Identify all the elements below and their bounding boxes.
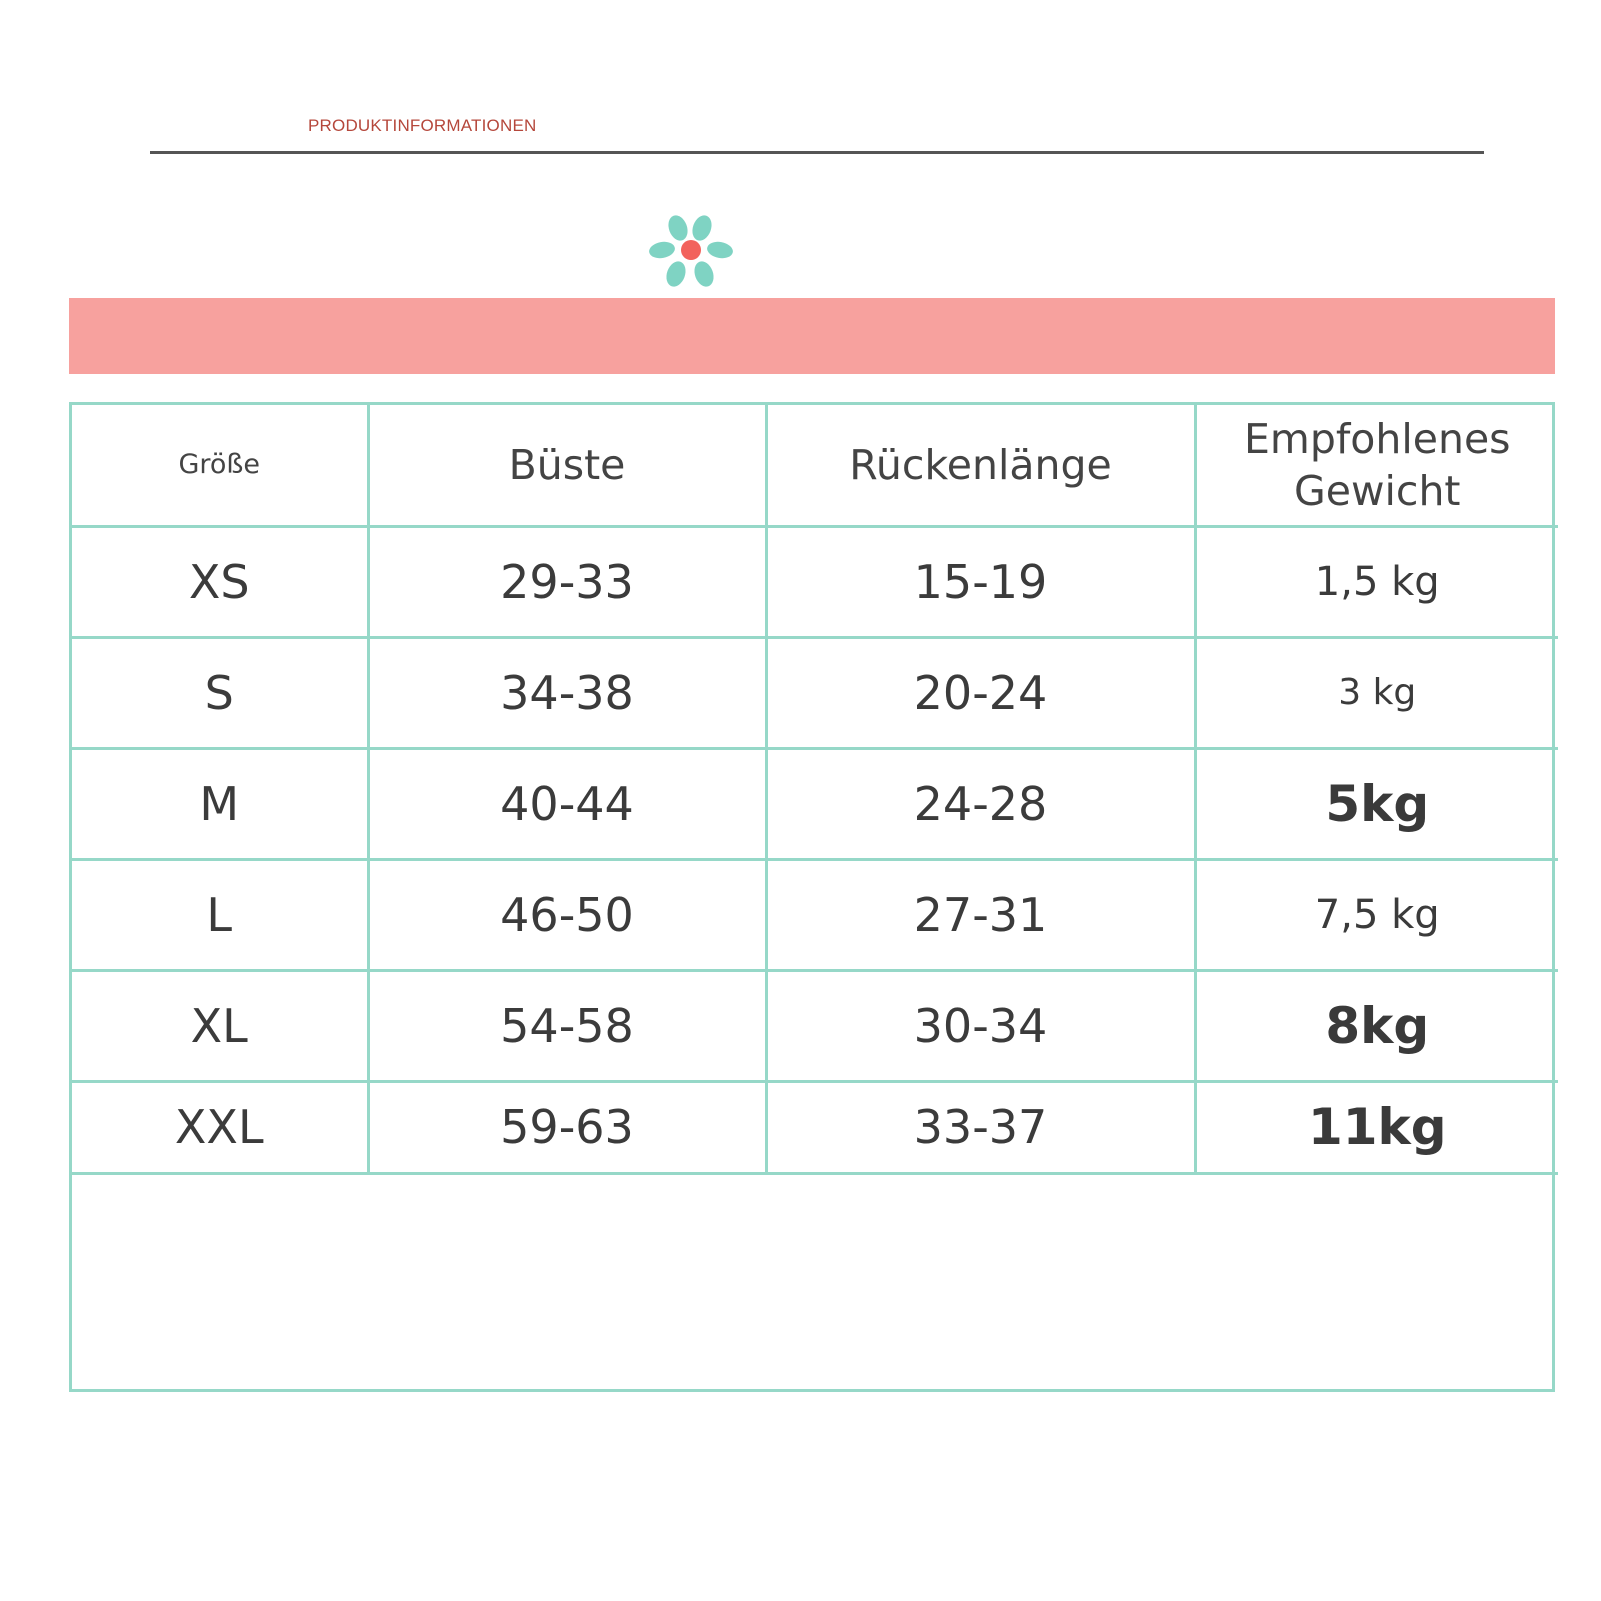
back-value: 20-24: [913, 665, 1048, 720]
weight-value: 1,5 kg: [1314, 558, 1440, 605]
cell-size: [72, 748, 368, 859]
cell-bust: [368, 1081, 766, 1173]
header-bust: [368, 405, 766, 526]
size-value: M: [199, 776, 240, 831]
size-value: XXL: [174, 1100, 264, 1154]
header-divider: [150, 151, 1484, 154]
size-table: [72, 405, 1558, 1175]
back-value: 30-34: [913, 998, 1048, 1053]
back-value: 24-28: [913, 776, 1048, 831]
header-weight-line1: Empfohlenes: [1243, 414, 1511, 463]
cell-back: [766, 1081, 1195, 1173]
cell-bust: [368, 637, 766, 748]
header-band: [69, 298, 1555, 374]
section-title: PRODUKTINFORMATIONEN: [308, 116, 537, 135]
cell-bust: [368, 748, 766, 859]
bust-value: 40-44: [500, 776, 634, 831]
header-back-length-label: Rückenlänge: [849, 440, 1112, 489]
petal-bottom-left: [663, 259, 689, 290]
cell-weight: [1195, 526, 1558, 637]
table-row: [72, 970, 1558, 1081]
petal-bottom-right: [691, 259, 717, 290]
cell-size: [72, 859, 368, 970]
cell-back: [766, 748, 1195, 859]
header-back-length: [766, 405, 1195, 526]
table-row: [72, 748, 1558, 859]
back-value: 15-19: [913, 554, 1048, 609]
weight-value: 3 kg: [1338, 672, 1417, 713]
table-row: [72, 526, 1558, 637]
cell-weight: [1195, 859, 1558, 970]
bust-value: 59-63: [500, 1100, 634, 1154]
weight-value: 5kg: [1325, 774, 1430, 833]
flower-icon: [648, 214, 734, 300]
cell-size: [72, 526, 368, 637]
table-row: [72, 637, 1558, 748]
header-weight: [1195, 405, 1558, 526]
size-value: L: [206, 887, 233, 942]
cell-back: [766, 859, 1195, 970]
cell-weight: [1195, 970, 1558, 1081]
petal-top-right: [689, 214, 715, 243]
bust-value: 46-50: [500, 887, 634, 942]
petal-left: [648, 240, 676, 260]
back-value: 27-31: [913, 887, 1048, 942]
cell-bust: [368, 859, 766, 970]
bust-value: 34-38: [500, 665, 634, 720]
table-header-row: [72, 405, 1558, 526]
weight-value: 7,5 kg: [1314, 891, 1440, 938]
petal-right: [706, 240, 734, 260]
cell-back: [766, 526, 1195, 637]
header-size: [72, 405, 368, 526]
cell-bust: [368, 526, 766, 637]
cell-weight: [1195, 637, 1558, 748]
header-weight-line2: Gewicht: [1293, 466, 1461, 515]
size-value: XL: [190, 998, 248, 1053]
cell-size: [72, 970, 368, 1081]
flower-center: [681, 240, 701, 260]
weight-value: 8kg: [1325, 996, 1430, 1055]
bust-value: 54-58: [500, 998, 634, 1053]
weight-value: 11kg: [1307, 1098, 1447, 1156]
cell-back: [766, 637, 1195, 748]
cell-weight: [1195, 1081, 1558, 1173]
header-bust-label: Büste: [508, 440, 626, 489]
cell-size: [72, 637, 368, 748]
petal-top-left: [665, 214, 691, 243]
header-size-label: Größe: [178, 449, 261, 481]
bust-value: 29-33: [500, 554, 634, 609]
table-row: [72, 1081, 1558, 1173]
cell-back: [766, 970, 1195, 1081]
cell-bust: [368, 970, 766, 1081]
size-value: XS: [188, 554, 250, 609]
cell-size: [72, 1081, 368, 1173]
table-row: [72, 859, 1558, 970]
cell-weight: [1195, 748, 1558, 859]
size-chart: [69, 402, 1555, 1392]
size-value: S: [204, 665, 234, 720]
back-value: 33-37: [913, 1100, 1048, 1154]
